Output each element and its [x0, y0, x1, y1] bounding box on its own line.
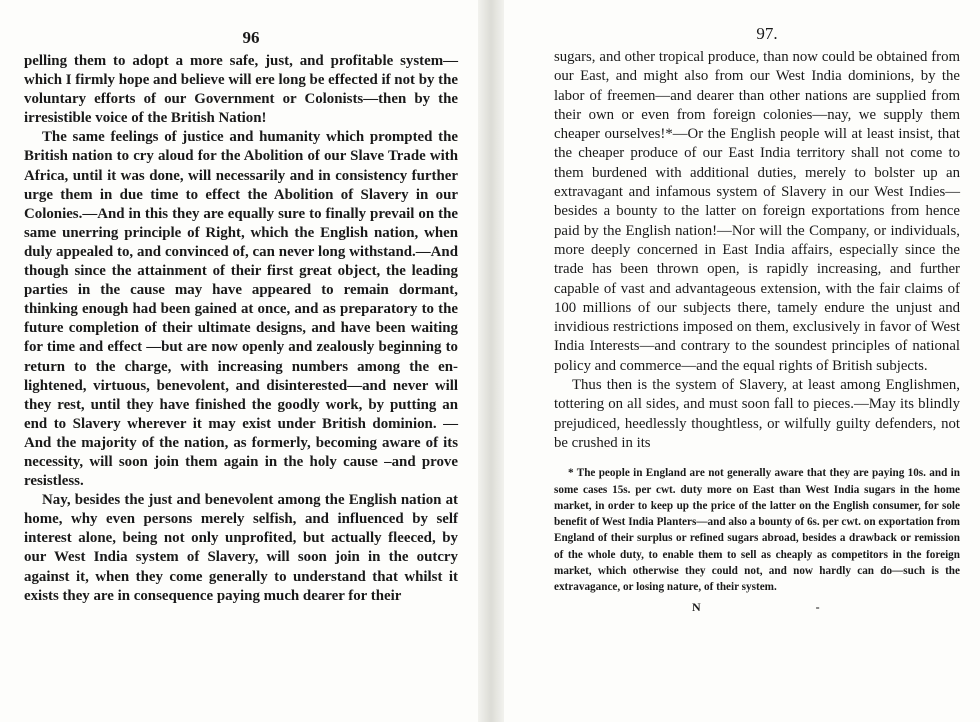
page-number-left: 96	[242, 28, 260, 47]
footnote: * The people in England are not generally aware that they are paying 10s. and in some cases 15s. per cwt. duty more on East than West India sugars in the home market, in order to keep up the price of the latter on the English consumer, for sole benefit of West India Planters—and also a bounty of 6s. per cwt. on exportation from England of their surplus or refined sugars abroad, besides a drawback or remission of the whole duty, to enable them to sell as cheaply as competitors in the foreign market, which otherwise they could not, and now hardly can do—such is the extravagance, or losing nature, of their system.	[554, 467, 960, 594]
paragraph: The same feelings of justice and humanity which prompted the British nation to cry aloud for the Abolition of our Slave Trade with Africa, until it was done, will necessarily and in consistency further urge them in due time to effect the Abolition of Slavery in our Colonies.—And in this they are equally sure to finally prevail on the same unerring principle of Right, which the English nation, when duly appealed to, and convinced of, can never long withstand.—And though since the attainment of their first great object, the leading parties in the cause may have appeared to remain dormant, thinking enough had been gained at once, and as preparatory to the future completion of their ultimate designs, and have been waiting for time and effect —but are now openly and zealously beginning to return to the charge, with increasing numbers among the enlightened, virtuous, benevolent, and disinterested—and never will they rest, until they have finished the goodly work, by putting an end to Slavery wherever it may exist under British dominion. — And the majority of the nation, as formerly, becoming aware of its necessity, will soon join them again in the holy cause –and prove resistless.	[24, 129, 458, 490]
page-number-right: 97.	[756, 24, 778, 43]
signature-mark	[554, 600, 960, 615]
paragraph: Thus then is the system of Slavery, at least among Englishmen, tottering on all sides, and must soon fall to pieces.—May its blindly prejudiced, heedlessly thoughtless, or wilfully guilty defenders, not be crushed in its	[554, 377, 960, 451]
paragraph: sugars, and other tropical produce, than now could be obtained from our East, and might also from our West India dominions, by the labor of freemen—and dearer than other nations are supplied from their own or even from foreign colonies—nay, we supply them cheaper ourselves!*—Or the English people will at least insist, that the cheaper produce of our East India territory shall not come to them burdened with additional duties, merely to bolster up an extravagant and infamous system of Slavery in our West Indies—besides a bounty to the latter on foreign exportations from hence paid by the English nation!—Nor will the Company, or individuals, more deeply concerned in East India affairs, especially since the trade has been thrown open, is rapidly increasing, and further capable of vast and advantageous extension, with the fair claims of 100 millions of our subjects there, tamely endure the unjust and invidious restrictions imposed on them, exclusively in favor of West India Interests—and contrary to the soundest principles of national policy and commerce—and the equal rights of British subjects.	[554, 49, 960, 374]
trailing-mark: -	[815, 599, 821, 614]
signature-letter: N	[692, 599, 702, 614]
book-gutter	[478, 0, 504, 722]
left-page	[0, 0, 478, 722]
paragraph: Nay, besides the just and benevolent among the English nation at home, why even persons merely selfish, and influenced by self interest alone, being not only unprofited, but actually fleeced, by our West India system of Slavery, will soon join in the outcry against it, when they come generally to understand that whilst it exists they are in consequence paying much dearer for their	[24, 492, 458, 604]
paragraph: pelling them to adopt a more safe, just, and profitable system—which I firmly hope and believe will ere long be effected if not by the voluntary efforts of our Government or Colonists—then by the irresistible voice of the British Nation!	[24, 53, 458, 127]
right-page	[504, 0, 980, 722]
